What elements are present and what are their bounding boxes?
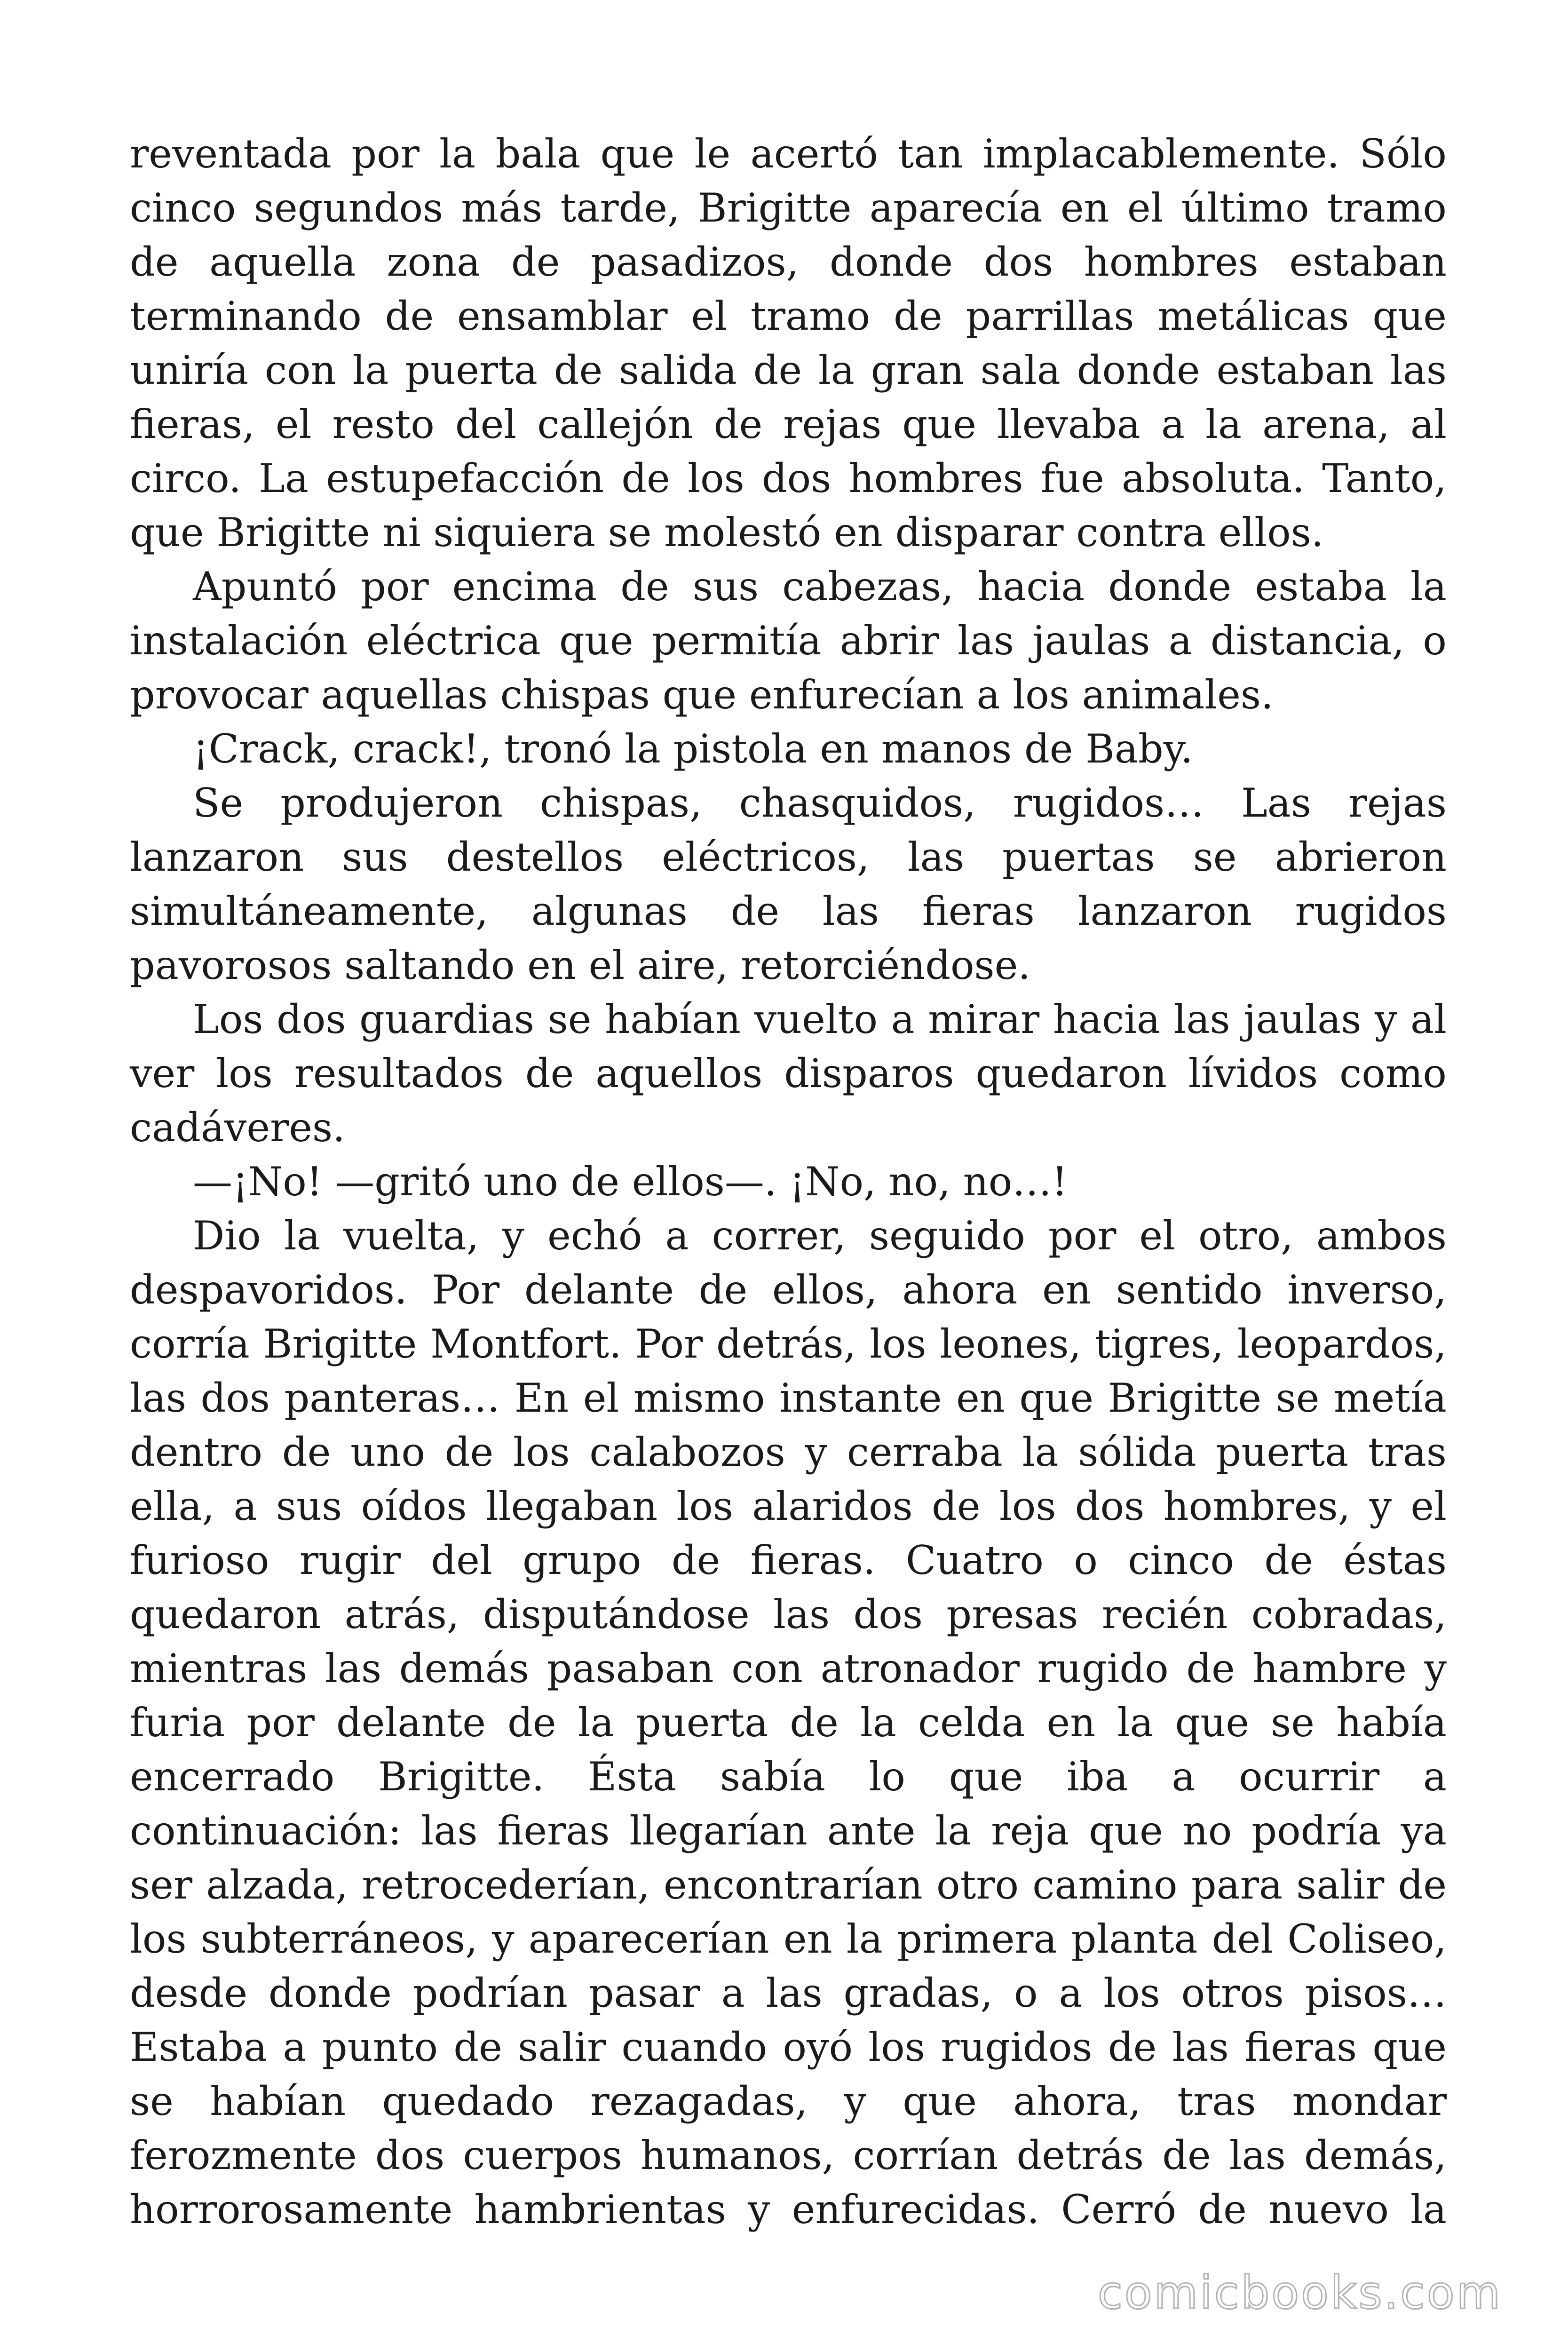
paragraph: —¡No! —gritó uno de ellos—. ¡No, no, no…! [193,1159,1068,1205]
paragraph: Se produjeron chispas, chasquidos, rugidos… Las rejas lanzaron sus destellos eléctricos, las puertas se abrieron simultáneamente, algunas de las fieras lanzaron rugidos pavorosos saltando en el aire, retorciéndose. [130,780,1447,988]
paragraph: Los dos guardias se habían vuelto a mirar hacia las jaulas y al ver los resultados de aquellos disparos quedaron lívidos como cadáveres. [130,996,1447,1151]
paragraph: reventada por la bala que le acertó tan implacablemente. Sólo cinco segundos más tarde, Brigitte aparecía en el último tramo de aquella zona de pasadizos, donde dos hombres estaban terminando de ensamblar el tramo de parrillas metálicas que uniría con la puerta de salida de la gran sala donde estaban las fieras, el resto del callejón de rejas que llevaba a la arena, al circo. La estupefacción de los dos hombres fue absoluta. Tanto, que Brigitte ni siquiera se molestó en disparar contra ellos. [130,131,1447,556]
paragraph: Apuntó por encima de sus cabezas, hacia donde estaba la instalación eléctrica que permitía abrir las jaulas a distancia, o provocar aquellas chispas que enfurecían a los animales. [130,564,1447,718]
watermark: comicbooks.com [1097,2266,1502,2319]
page-body [130,127,1447,2237]
paragraph-last: Dio la vuelta, y echó a correr, seguido por el otro, ambos despavoridos. Por delante de ellos, ahora en sentido inverso, corría Brigitte Montfort. Por detrás, los leones, tigres, leopardos, las dos panteras… En el mismo instante en que Brigitte se metía dentro de uno de los calabozos y cerraba la sólida puerta tras ella, a sus oídos llegaban los alaridos de los dos hombres, y el furioso rugir del grupo de fieras. Cuatro o cinco de éstas quedaron atrás, disputándose las dos presas recién cobradas, mientras las demás pasaban con atronador rugido de hambre y furia por delante de la puerta de la celda en la que se había encerrado Brigitte. Ésta sabía lo que iba a ocurrir a continuación: las fieras llegarían ante la reja que no podría ya ser alzada, retrocederían, encontrarían otro camino para salir de los subterráneos, y aparecerían en la primera planta del Coliseo, desde donde podrían pasar a las gradas, o a los otros pisos… Estaba a punto de salir cuando oyó los rugidos de las fieras que se habían quedado rezagadas, y que ahora, tras mondar ferozmente dos cuerpos humanos, corrían detrás de las demás, horrorosamente hambrientas y enfurecidas. Cerró de nuevo la [130,1213,1447,2233]
paragraph: ¡Crack, crack!, tronó la pistola en manos de Baby. [193,726,1193,772]
